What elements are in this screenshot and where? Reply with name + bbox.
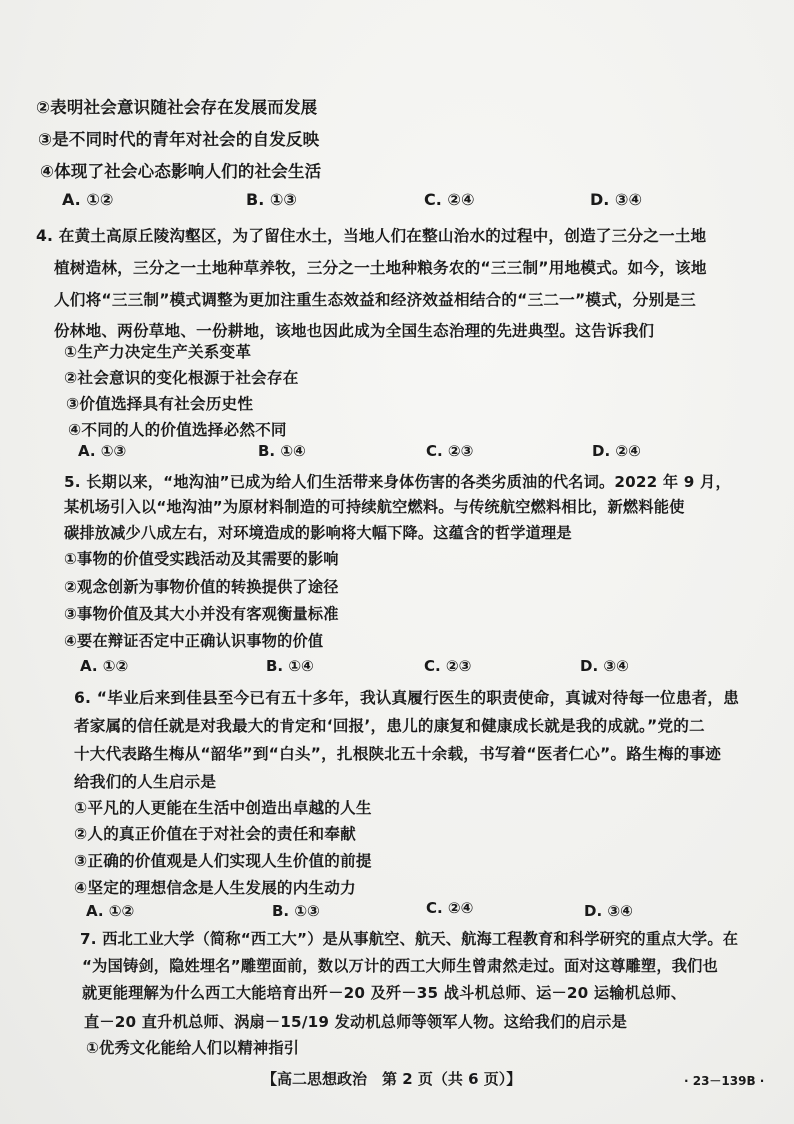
q6-option-a: A. ①② (86, 902, 135, 920)
q3-statement-3: ③是不同时代的青年对社会的自发反映 (38, 130, 320, 149)
q5-option-c: C. ②③ (424, 657, 472, 675)
q4-stem-line-1: 4. 在黄土高原丘陵沟壑区，为了留住水土，当地人们在整山治水的过程中，创造了三分之一土地 (36, 227, 707, 245)
q6-statement-1: ①平凡的人更能在生活中创造出卓越的人生 (74, 799, 372, 817)
q4-option-d: D. ②④ (592, 442, 641, 460)
q5-option-d: D. ③④ (580, 657, 629, 675)
q7-stem-line-3: 就更能理解为什么西工大能培育出歼－20 及歼－35 战斗机总师、运－20 运输机总师、 (82, 984, 687, 1002)
q6-stem-line-4: 给我们的人生启示是 (74, 773, 217, 791)
q4-stem-line-4: 份林地、两份草地、一份耕地，该地也因此成为全国生态治理的先进典型。这告诉我们 (54, 322, 655, 340)
q4-statement-1: ①生产力决定生产关系变革 (64, 343, 252, 361)
q6-statement-4: ④坚定的理想信念是人生发展的内生动力 (74, 879, 356, 897)
q4-option-a: A. ①③ (78, 442, 127, 460)
q4-statement-3: ③价值选择具有社会历史性 (66, 395, 254, 413)
q6-stem-line-2: 者家属的信任就是对我最大的肯定和‘回报’，患儿的康复和健康成长就是我的成就。”党的二 (74, 717, 705, 735)
q6-option-d: D. ③④ (584, 902, 633, 920)
q7-stem-line-2: “为国铸剑，隐姓埋名”雕塑面前，数以万计的西工大师生曾肃然走过。面对这尊雕塑，我们也 (82, 957, 718, 975)
q6-statement-3: ③正确的价值观是人们实现人生价值的前提 (74, 852, 372, 870)
q6-statement-2: ②人的真正价值在于对社会的责任和奉献 (74, 825, 356, 843)
q4-statement-2: ②社会意识的变化根源于社会存在 (64, 369, 299, 387)
q7-stem-line-1: 7. 西北工业大学（简称“西工大”）是从事航空、航天、航海工程教育和科学研究的重点大学。在 (80, 930, 739, 948)
paper-code: · 23－139B · (684, 1074, 765, 1088)
q6-option-b: B. ①③ (272, 902, 320, 920)
q4-option-c: C. ②③ (426, 442, 474, 460)
q6-stem-line-3: 十大代表路生梅从“韶华”到“白头”，扎根陕北五十余载，书写着“医者仁心”。路生梅的事迹 (74, 745, 722, 763)
page-footer-label: 【高二思想政治 第 2 页（共 6 页）】 (262, 1070, 522, 1088)
q6-stem-line-1: 6. “毕业后来到佳县至今已有五十多年，我认真履行医生的职责使命，真诚对待每一位患者，患 (74, 689, 740, 707)
q3-statement-4: ④体现了社会心态影响人们的社会生活 (40, 162, 322, 181)
q7-statement-1: ①优秀文化能给人们以精神指引 (86, 1039, 300, 1057)
q5-statement-4: ④要在辩证否定中正确认识事物的价值 (64, 632, 324, 650)
q5-statement-3: ③事物价值及其大小并没有客观衡量标准 (64, 605, 339, 623)
q5-stem-line-2: 某机场引入以“地沟油”为原材料制造的可持续航空燃料。与传统航空燃料相比，新燃料能使 (64, 498, 685, 516)
q3-option-b: B. ①③ (246, 190, 297, 209)
q3-option-c: C. ②④ (424, 190, 475, 209)
q3-option-d: D. ③④ (590, 190, 643, 209)
q4-option-b: B. ①④ (258, 442, 306, 460)
q7-stem-line-4: 直－20 直升机总师、涡扇－15/19 发动机总师等领军人物。这给我们的启示是 (84, 1013, 627, 1031)
q3-option-a: A. ①② (62, 190, 114, 209)
q5-statement-1: ①事物的价值受实践活动及其需要的影响 (64, 550, 339, 568)
q5-option-a: A. ①② (80, 657, 129, 675)
q4-statement-4: ④不同的人的价值选择必然不同 (68, 421, 287, 439)
q5-option-b: B. ①④ (266, 657, 314, 675)
q5-stem-line-3: 碳排放减少八成左右，对环境造成的影响将大幅下降。这蕴含的哲学道理是 (64, 524, 572, 542)
q6-option-c: C. ②④ (426, 899, 474, 917)
q4-stem-line-2: 植树造林，三分之一土地种草养牧，三分之一土地种粮务农的“三三制”用地模式。如今，该地 (54, 259, 707, 277)
q4-stem-line-3: 人们将“三三制”模式调整为更加注重生态效益和经济效益相结合的“三二一”模式，分别是三 (54, 291, 696, 309)
q5-statement-2: ②观念创新为事物价值的转换提供了途径 (64, 578, 339, 596)
q3-statement-2: ②表明社会意识随社会存在发展而发展 (36, 98, 318, 117)
q5-stem-line-1: 5. 长期以来，“地沟油”已成为给人们生活带来身体伤害的各类劣质油的代名词。2022 年 9 月， (64, 473, 731, 491)
